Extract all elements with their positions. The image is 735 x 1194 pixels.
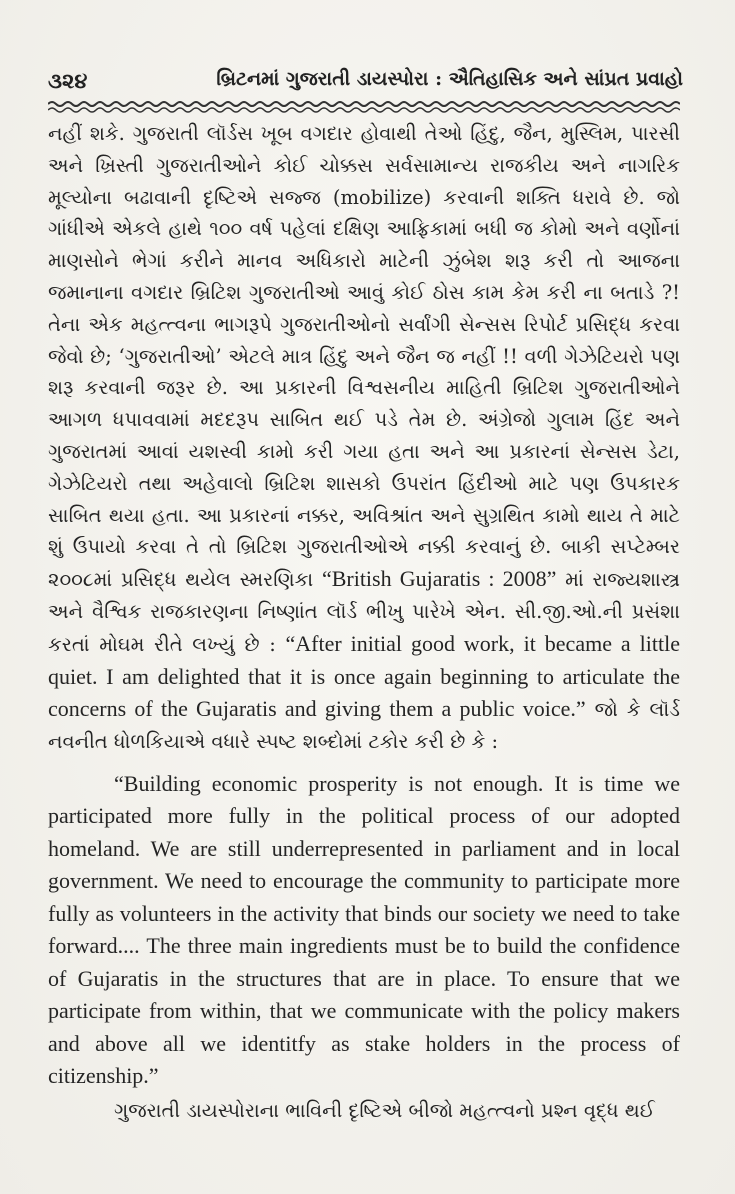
continuation-paragraph: ગુજરાતી ડાયસ્પોરાના ભાવિની દૃષ્ટિએ બીજો મહત્ત્વનો પ્રશ્ન વૃદ્ધ થઈ bbox=[114, 1098, 655, 1122]
page-header bbox=[48, 64, 683, 94]
paragraph-1-text-a: નહીં શકે. ગુજરાતી લૉર્ડસ ખૂબ વગદાર હોવાથી તેઓ હિંદુ, જૈન, મુસ્લિમ, પારસી અને ખ્રિસ્તી ગુજરાતીઓને કોઈ ચોક્કસ સર્વસામાન્ય રાજકીય અને નાગરિક મૂલ્યોના બઢાવાની દૃષ્ટિએ સજ્જ (mobilize) કરવાની શક્તિ ધરાવે છે. જો ગાંધીએ એકલે હાથે ૧૦૦ વર્ષ પહેલાં દક્ષિણ આફ્રિકામાં બધી જ કોમો અને વર્ણોનાં માણસોને ભેગાં કરીને માનવ અધિકારો માટેની ઝુંબેશ શરૂ કરી તો આજના જમાનાના વગદાર બ્રિટિશ ગુજરાતીઓ આવું કોઈ ઠોસ કામ કેમ કરી ના બતાડે ?! તેના એક મહત્ત્વના ભાગરૂપે ગુજરાતીઓનો સર્વાંગી સેન્સસ રિપોર્ટ પ્રસિદ્ધ કરવા જેવો છે; ‘ગુજરાતીઓ’ એટલે માત્ર હિંદુ અને જૈન જ નહીં !! વળી ગેઝેટિયરો પણ શરૂ કરવાની જરૂર છે. આ પ્રકારની વિશ્વસનીય માહિતી બ્રિટિશ ગુજરાતીઓને આગળ ધપાવવામાં મદદરૂપ સાબિત થઈ પડે તેમ છે. અંગ્રેજો ગુલામ હિંદ અને ગુજરાતમાં આવાં યશસ્વી કામો કરી ગયા હતા અને આ પ્રકારનાં સેન્સસ ડેટા, ગેઝેટિયરો તથા અહેવાલો બ્રિટિશ શાસકો ઉપરાંત હિંદીઓ માટે પણ ઉપકારક સાબિત થયા હતા. આ પ્રકારનાં નક્કર, અવિશ્રાંત અને સુગ્રથિત કામો થાય તે માટે શું ઉપાયો કરવા તે તો બ્રિટિશ ગુજરાતીઓએ નક્કી કરવાનું છે. બાકી સપ્ટેમ્બર ૨૦૦૮માં પ્રસિદ્ધ થયેલ સ્મરણિકા bbox=[48, 122, 680, 592]
block-quote: “Building economic prosperity is not enough. It is time we participated more fully in the political process of our adopted homeland. We are still underrepresented in parliament and in local government. We need to encourage the community to participate more fully as volunteers in the activity that binds our society we need to take forward.... The three main ingredients must be to build the confidence of Gujaratis in the structures that are in place. To ensure that we participate from within, that we communicate with the policy makers and above all we identitfy as stake holders in the process of citizenship.” bbox=[48, 770, 680, 1089]
page-number: ૩૨૪ bbox=[48, 68, 88, 93]
paragraph-1-text-b: માં રાજ્યશાસ્ત્ર અને વૈશ્વિક રાજકારણના નિષ્ણાંત લૉર્ડ ભીખુ પારેખે એન. સી.જી.ઓ.ની પ્રસંશા કરતાં મોઘમ રીતે લખ્યું છે : bbox=[48, 568, 680, 656]
decorative-wavy-rule bbox=[48, 100, 680, 114]
souvenir-title: “British Gujaratis : 2008” bbox=[321, 566, 557, 592]
body-text bbox=[48, 118, 680, 1127]
running-title: બ્રિટનમાં ગુજરાતી ડાયસ્પોરા : ઐતિહાસિક અને સાંપ્રત પ્રવાહો bbox=[216, 68, 683, 90]
parekh-quote: “After initial good work, it became a little quiet. I am delighted that it is once again beginning to articulate the concerns of the Gujaratis and giving them a public voice.” bbox=[48, 630, 680, 722]
paragraph-1-text-c: જો કે લૉર્ડ નવનીત ધોળકિયાએ વધારે સ્પષ્ટ શબ્દોમાં ટકોર કરી છે કે : bbox=[48, 698, 680, 754]
paragraph-1 bbox=[48, 118, 680, 758]
